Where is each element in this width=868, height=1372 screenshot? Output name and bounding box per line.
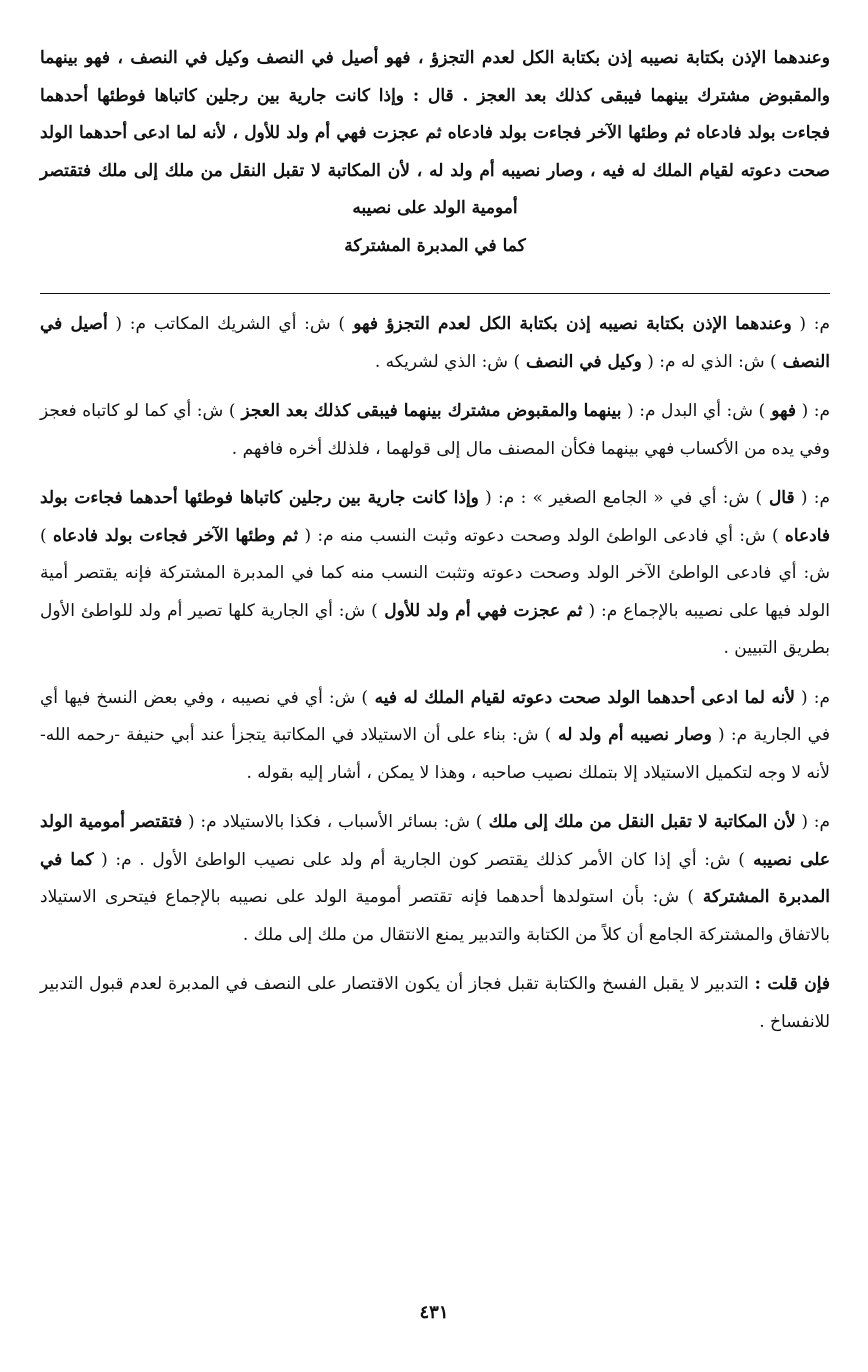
marker-text: م: (	[799, 314, 830, 334]
sharh-text: ) ش: أي في « الجامع الصغير » : م: (	[485, 488, 763, 508]
marker-text: م: (	[801, 687, 830, 708]
commentary-paragraph	[40, 306, 830, 381]
quoted-matn: لأن المكاتبة لا تقبل النقل من ملك إلى ملك	[482, 812, 796, 832]
sharh-text: ) ش: أي إذا كان الأمر كذلك يقتصر كون الجارية أم ولد على نصيب الواطئ الأول . م: (	[101, 849, 745, 870]
quoted-matn: كما في المدبرة المشتركة	[40, 849, 831, 907]
quoted-matn: ثم وطئها الآخر فجاءت بولد فادعاه	[52, 525, 299, 546]
sharh-text: ) ش: أي فادعى الواطئ الآخر الولد وصحت دعوته وتثبت النسب منه كما في المدبرة المشتركة فإنه يقتصر أمية الولد فيها على نصيبه بالإجماع م: (	[40, 525, 830, 621]
sharh-text: ) ش: بسائر الأسباب ، فكذا بالاستيلاد م: (	[188, 812, 483, 832]
commentary-section	[40, 306, 830, 1041]
matn-last-line: كما في المدبرة المشتركة	[344, 235, 526, 256]
quoted-matn: وإذا كانت جارية بين رجلين كاتباها فوطئها أحدهما فجاءت بولد فادعاه	[40, 488, 831, 546]
sharh-text: ) ش: بأن استولدها أحدهما فإنه تقتصر أمومية الولد على نصيبه بالإجماع فيتحرى الاستيلاد بالاتفاق والمشتركة الجامع أن كلاً من الكتابة والتدبير يمنع الانتقال من ملك إلى ملك .	[40, 887, 830, 945]
marker-text: م: (	[801, 812, 831, 832]
sharh-text: ) ش: أي كما لو كاتباه فعجز وفي يده من الأكساب فهي بينهما فكأن المصنف مال إلى قولهما ، فلذلك أخره فافهم .	[40, 401, 830, 459]
marker-text: م: (	[801, 401, 831, 421]
sharh-text: ) ش: الذي له م: (	[647, 351, 777, 372]
commentary-paragraph	[40, 480, 830, 668]
commentary-paragraph	[40, 680, 830, 793]
sharh-text: ) ش: الذي لشريكه .	[374, 351, 521, 372]
quoted-matn: قال	[762, 488, 795, 508]
commentary-paragraph	[40, 804, 830, 954]
quoted-matn: لأنه لما ادعى أحدهما الولد صحت دعوته لقيام الملك له فيه	[368, 687, 795, 708]
page-number: ٤٣١	[419, 1302, 449, 1323]
sharh-text: ) ش: أي الشريك المكاتب م: (	[115, 314, 345, 334]
document-page	[40, 40, 830, 1332]
sharh-text: ) ش: بناء على أن الاستيلاد في المكاتبة يتجزأ عند أبي حنيفة -رحمه الله- لأنه لا وجه لتكميل الاستيلاد إلا بتملك نصيب صاحبه ، وهذا لا يمكن ، أشار إليه بقوله .	[40, 725, 830, 783]
marker-text: م: (	[800, 488, 831, 508]
sharh-text: ) ش: أي الجارية كلها تصير أم ولد للواطئ الأول بطريق التبيين .	[40, 600, 830, 658]
commentary-paragraph	[40, 393, 830, 468]
matn-body: وعندهما الإذن بكتابة نصيبه إذن بكتابة الكل لعدم التجزؤ ، فهو أصيل في النصف وكيل في النصف ، فهو بينهما والمقبوض مشترك بينهما فيبقى كذلك بعد العجز . قال : وإذا كانت جارية بين رجلين كاتباها فوطئها أحدهما فجاءت بولد فادعاه ثم وطئها الآخر فجاءت بولد فادعاه ثم عجزت فهي أم ولد للأول ، لأنه لما ادعى أحدهما الولد صحت دعوته لقيام الملك له فيه ، وصار نصيبه أم ولد له ، لأن المكاتبة لا تقبل النقل من ملك إلى ملك فتقتصر أمومية الولد على نصيبه	[40, 48, 830, 218]
separator-rule	[40, 293, 830, 294]
sharh-text: ) ش: أي في نصيبه ، وفي بعض النسخ فيها أي في الجارية م: (	[40, 687, 830, 745]
quoted-matn: بينهما والمقبوض مشترك بينهما فيبقى كذلك بعد العجز	[235, 401, 622, 421]
quoted-matn: فتقتصر أمومية الولد على نصيبه	[40, 812, 830, 870]
question-lead: فإن قلت :	[754, 974, 831, 994]
sharh-text: ) ش: أي فادعى الواطئ الولد وصحت دعوته وثبت النسب منه م: (	[304, 525, 779, 546]
sharh-text: التدبير لا يقبل الفسخ والكتابة تقبل فجاز أن يكون الاقتصار على النصف في المدبرة لعدم قبول التدبير للانفساخ .	[40, 974, 830, 1032]
quoted-matn: وصار نصيبه أم ولد له	[551, 725, 712, 745]
quoted-matn: أصيل في النصف	[40, 314, 830, 372]
sharh-text: ) ش: أي البدل م: (	[627, 401, 766, 421]
quoted-matn: ثم عجزت فهي أم ولد للأول	[377, 600, 583, 621]
quoted-matn: وكيل في النصف	[520, 351, 642, 372]
quoted-matn: فهو	[765, 401, 796, 421]
quoted-matn: وعندهما الإذن بكتابة نصيبه إذن بكتابة الكل لعدم التجزؤ فهو	[344, 314, 792, 334]
commentary-paragraph	[40, 966, 830, 1041]
matn-text-block	[40, 40, 830, 265]
